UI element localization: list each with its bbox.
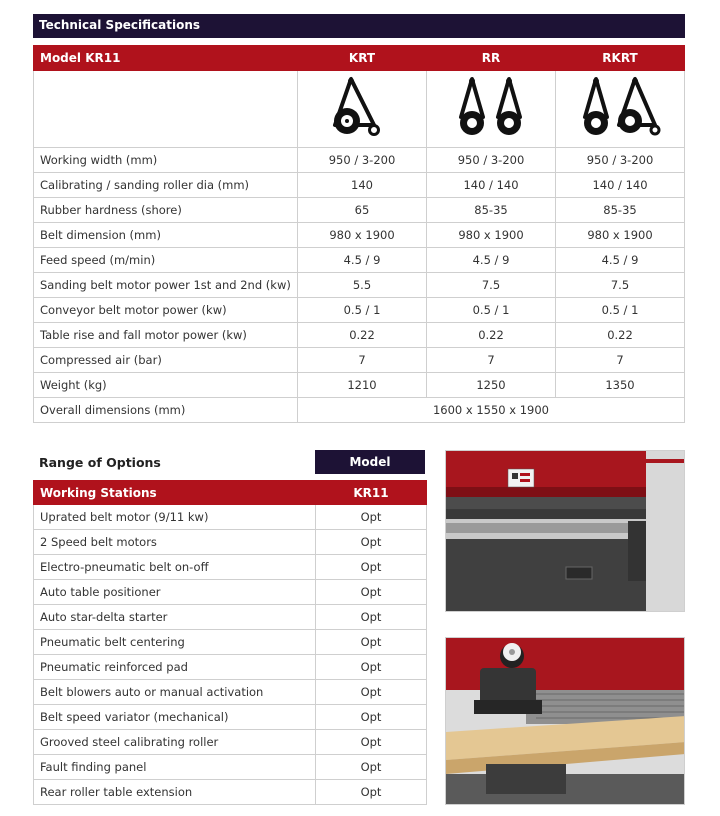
option-row: Rear roller table extension Opt [34, 780, 427, 805]
spec-row: Working width (mm) 950 / 3-200 950 / 3-200 950 / 3-200 [34, 148, 685, 173]
column-header-rkrt: RKRT [556, 46, 685, 71]
spec-row: Rubber hardness (shore) 65 85-35 85-35 [34, 198, 685, 223]
options-model-header: Model [315, 450, 425, 474]
machine-photo-pad [445, 637, 685, 805]
options-header-row [34, 481, 427, 505]
overall-dimensions-value: 1600 x 1550 x 1900 [298, 398, 685, 423]
overall-dimensions-label: Overall dimensions (mm) [34, 398, 298, 423]
spec-row: Compressed air (bar) 7 7 7 [34, 348, 685, 373]
diagram-empty-cell [34, 71, 298, 148]
option-row: Auto table positioner Opt [34, 580, 427, 605]
spec-header-row [34, 46, 685, 71]
options-table [33, 480, 427, 805]
option-row: Pneumatic reinforced pad Opt [34, 655, 427, 680]
option-row: Pneumatic belt centering Opt [34, 630, 427, 655]
column-header-krt: KRT [298, 46, 427, 71]
working-stations-label: Working Stations [34, 481, 316, 505]
spec-row: Sanding belt motor power 1st and 2nd (kw) 5.5 7.5 7.5 [34, 273, 685, 298]
overall-dimensions-row [34, 398, 685, 423]
spec-row: Table rise and fall motor power (kw) 0.22 0.22 0.22 [34, 323, 685, 348]
column-header-rr: RR [427, 46, 556, 71]
rr-belt-diagram [427, 71, 556, 148]
options-title: Range of Options [39, 455, 161, 470]
options-model-name: KR11 [316, 481, 427, 505]
option-row: Belt blowers auto or manual activation Opt [34, 680, 427, 705]
section-title: Technical Specifications [39, 18, 201, 32]
option-row: Auto star-delta starter Opt [34, 605, 427, 630]
option-row: Fault finding panel Opt [34, 755, 427, 780]
option-row: Uprated belt motor (9/11 kw) Opt [34, 505, 427, 530]
spec-row: Weight (kg) 1210 1250 1350 [34, 373, 685, 398]
diagram-row [34, 71, 685, 148]
spec-row: Conveyor belt motor power (kw) 0.5 / 1 0.5 / 1 0.5 / 1 [34, 298, 685, 323]
section-title-bar [33, 14, 685, 38]
spec-row: Feed speed (m/min) 4.5 / 9 4.5 / 9 4.5 / 9 [34, 248, 685, 273]
krt-belt-diagram [298, 71, 427, 148]
spec-row: Calibrating / sanding roller dia (mm) 140 140 / 140 140 / 140 [34, 173, 685, 198]
option-row: Grooved steel calibrating roller Opt [34, 730, 427, 755]
option-row: Belt speed variator (mechanical) Opt [34, 705, 427, 730]
spec-row: Belt dimension (mm) 980 x 1900 980 x 1900 980 x 1900 [34, 223, 685, 248]
option-row: Electro-pneumatic belt on-off Opt [34, 555, 427, 580]
model-label: Model KR11 [34, 46, 298, 71]
option-row: 2 Speed belt motors Opt [34, 530, 427, 555]
machine-photo-roller [445, 450, 685, 612]
spec-table [33, 45, 685, 423]
rkrt-belt-diagram [556, 71, 685, 148]
